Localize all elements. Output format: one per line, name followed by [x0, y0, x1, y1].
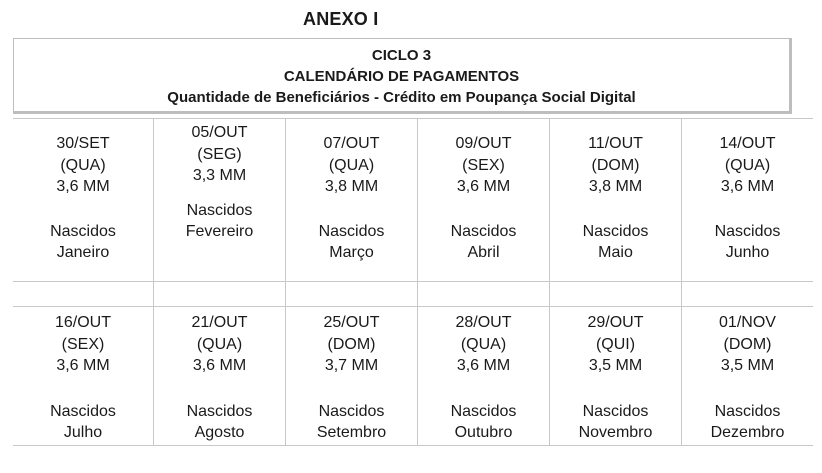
payment-cell: [13, 119, 153, 281]
table-spacer-row: [13, 281, 813, 306]
birth-month: Outubro: [454, 424, 513, 441]
empty-cell: [153, 282, 285, 306]
payment-weekday: (QUA): [196, 335, 243, 353]
payment-date: 11/OUT: [588, 135, 643, 152]
payment-cell: [285, 119, 417, 281]
born-label: Nascidos: [582, 222, 649, 240]
birth-month: Julho: [63, 424, 103, 441]
payment-weekday: (SEX): [462, 156, 505, 174]
payment-cell: [153, 307, 285, 445]
beneficiaries-amount: 3,8 MM: [588, 178, 643, 195]
born-label: Nascidos: [714, 402, 781, 420]
born-label: Nascidos: [50, 402, 116, 420]
payment-cell: [549, 307, 681, 445]
payment-cell: [417, 307, 549, 445]
beneficiaries-amount: 3,6 MM: [456, 357, 511, 374]
payment-cell: [417, 119, 549, 281]
birth-month: Junho: [725, 244, 770, 261]
beneficiaries-amount: 3,5 MM: [588, 357, 643, 374]
born-label: Nascidos: [186, 402, 253, 420]
born-label: Nascidos: [186, 201, 253, 219]
birth-month: Agosto: [194, 424, 245, 441]
born-label: Nascidos: [714, 222, 781, 240]
payment-calendar-table: [13, 118, 813, 446]
payment-date: 16/OUT: [54, 314, 111, 331]
empty-cell: [285, 282, 417, 306]
beneficiaries-amount: 3,6 MM: [56, 178, 110, 195]
birth-month: Janeiro: [56, 244, 110, 261]
birth-month: Abril: [467, 244, 500, 261]
payment-date: 07/OUT: [323, 135, 380, 152]
birth-month: Dezembro: [710, 424, 785, 441]
born-label: Nascidos: [582, 402, 649, 420]
payment-date: 01/NOV: [719, 314, 776, 331]
calendar-subtitle: Quantidade de Beneficiários - Crédito em Poupança Social Digital: [167, 89, 636, 106]
beneficiaries-amount: 3,6 MM: [56, 357, 110, 374]
beneficiaries-amount: 3,6 MM: [456, 178, 511, 195]
payment-weekday: (DOM): [327, 335, 376, 353]
born-label: Nascidos: [50, 222, 116, 240]
table-row: [13, 306, 813, 446]
birth-month: Novembro: [578, 424, 653, 441]
empty-cell: [681, 282, 813, 306]
born-label: Nascidos: [318, 222, 385, 240]
payment-cell: [13, 307, 153, 445]
beneficiaries-amount: 3,3 MM: [192, 167, 247, 184]
empty-cell: [549, 282, 681, 306]
born-label: Nascidos: [450, 402, 517, 420]
empty-cell: [13, 282, 153, 306]
payment-weekday: (QUA): [460, 335, 507, 353]
payment-weekday: (QUA): [724, 156, 771, 174]
annex-title: ANEXO I: [303, 9, 379, 29]
empty-cell: [417, 282, 549, 306]
payment-weekday: (QUA): [328, 156, 375, 174]
payment-weekday: (SEG): [197, 145, 242, 163]
payment-date: 29/OUT: [587, 314, 644, 331]
beneficiaries-amount: 3,7 MM: [324, 357, 379, 374]
payment-cell: [549, 119, 681, 281]
beneficiaries-amount: 3,6 MM: [192, 357, 247, 374]
payment-date: 25/OUT: [323, 314, 380, 331]
born-label: Nascidos: [318, 402, 385, 420]
payment-date: 28/OUT: [455, 314, 512, 331]
payment-date: 14/OUT: [719, 135, 776, 152]
payment-cell: [285, 307, 417, 445]
beneficiaries-amount: 3,6 MM: [720, 178, 775, 195]
born-label: Nascidos: [450, 222, 517, 240]
calendar-header: [13, 38, 792, 114]
payment-weekday: (DOM): [723, 335, 772, 353]
payment-date: 09/OUT: [455, 135, 512, 152]
payment-cell: [153, 119, 285, 281]
payment-weekday: (SEX): [61, 335, 105, 353]
birth-month: Março: [329, 244, 374, 261]
payment-date: 30/SET: [56, 135, 110, 152]
payment-cell: [681, 307, 813, 445]
birth-month: Maio: [598, 244, 633, 261]
beneficiaries-amount: 3,5 MM: [720, 357, 775, 374]
payment-date: 21/OUT: [191, 314, 248, 331]
beneficiaries-amount: 3,8 MM: [324, 178, 379, 195]
table-row: [13, 118, 813, 281]
payment-weekday: (DOM): [591, 156, 640, 174]
birth-month: Setembro: [316, 424, 387, 441]
cycle-title: CICLO 3: [371, 47, 432, 64]
birth-month: Fevereiro: [185, 223, 254, 240]
payment-weekday: (QUA): [60, 156, 106, 174]
payment-date: 05/OUT: [191, 124, 248, 141]
payment-cell: [681, 119, 813, 281]
calendar-title: CALENDÁRIO DE PAGAMENTOS: [283, 68, 520, 85]
payment-weekday: (QUI): [595, 335, 636, 353]
